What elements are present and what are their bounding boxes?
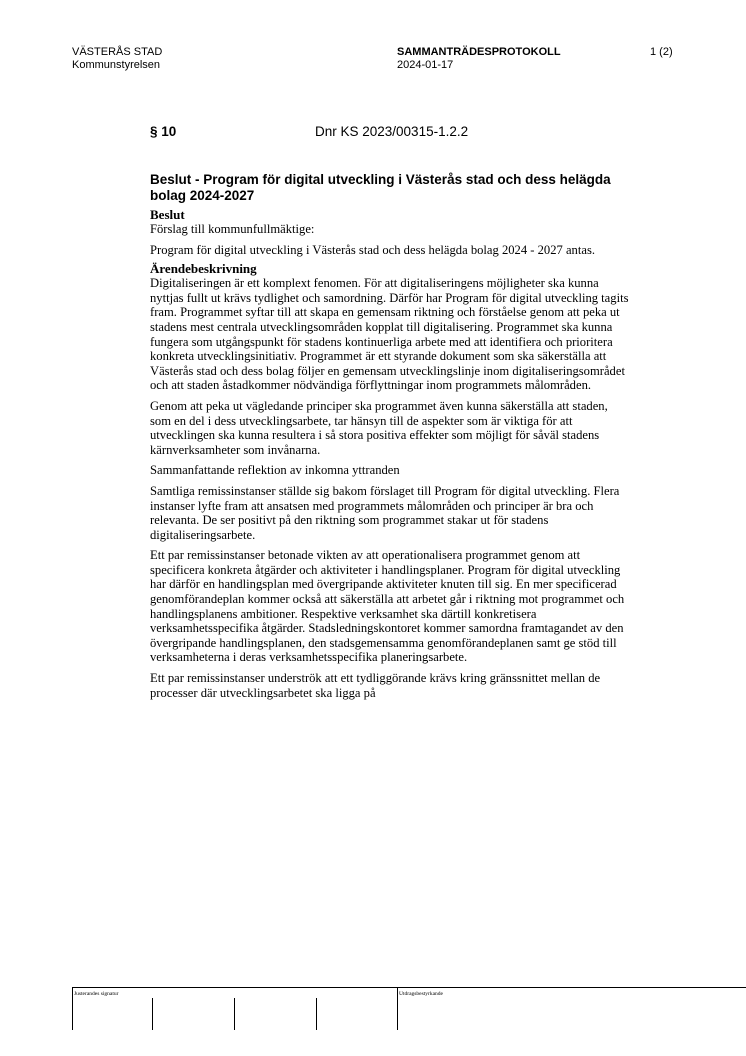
dept-name: Kommunstyrelsen — [72, 59, 161, 71]
signature-divider — [152, 998, 153, 1030]
reflection-subheading: Sammanfattande reflektion av inkomna yttranden — [150, 463, 400, 478]
signature-label: Justerandes signatur — [74, 991, 119, 997]
header-protocol — [397, 46, 561, 72]
signature-divider — [72, 988, 73, 1030]
header-organization — [72, 46, 162, 72]
paragraph-2: Genom att peka ut vägledande principer ska programmet även kunna säkerställa att staden, som en del i dess utvecklingsarbete, tar hänsyn till de aspekter som är viktiga för att utvecklingen ska kunna resultera i så stora positiva effekter som möjligt för såväl stadens kärnverksamheter som invånarna. — [150, 398, 608, 457]
beslut-intro: Förslag till kommunfullmäktige: — [150, 222, 315, 236]
protocol-title: SAMMANTRÄDESPROTOKOLL — [397, 46, 561, 58]
org-name: VÄSTERÅS STAD — [72, 46, 163, 58]
extract-label: Utdragsbestyrkande — [399, 991, 443, 997]
paragraph-4: Ett par remissinstanser betonade vikten av att operationalisera programmet genom att specificera konkreta åtgärder och aktiviteter i handlingsplaner. Program för digital utveckling har därför en handlingsplan med övergripande aktiviteter knuten till sig. En mer specificerad genomförandeplan kommer också att säkerställa att arbetet går i riktning mot programmet och handlingsplanens ambitioner. Respektive verksamhet ska därtill konkretisera verksamhetsspecifika åtgärder. Stadsledningskontoret kommer samordna framtagandet av den övergripande handlingsplanen, den stadsgemensamma genomförandeplanen samt ge stöd till verksamheterna i deras verksamhetsspecifika planeringsarbete. — [150, 548, 625, 665]
paragraph-1: Digitaliseringen är ett komplext fenomen. För att digitaliseringens möjligheter ska kunna nyttjas fullt ut krävs tydlighet och samordning. Därför har Program för digital utveckling tagits fram. Programmet syftar till att skapa en gemensam riktning och förståelse genom att peka ut stadens mest centrala utvecklingsområden kopplat till digitalisering. Programmet ska kunna fungera som utgångspunkt för stadens kontinuerliga arbete med att identifiera och prioritera konkreta utvecklingsinitiativ. Programmet är ett styrande dokument som ska säkerställa att Västerås stad och dess bolag följer en gemensam utvecklingslinje inom digitaliseringsområdet och att staden åstadkommer nödvändiga förflyttningar inom programmets målområden. — [150, 276, 629, 393]
document-body — [150, 172, 630, 706]
beslut-heading: Beslut — [150, 207, 185, 222]
paragraph-5: Ett par remissinstanser underströk att ett tydliggörande krävs kring gränssnittet mellan de processer där utvecklingsarbetet ska ligga på — [150, 671, 601, 700]
diary-number: Dnr KS 2023/00315-1.2.2 — [315, 124, 469, 139]
extract-divider — [397, 988, 398, 1030]
page-number: 1 (2) — [650, 46, 673, 58]
paragraph-number: § 10 — [150, 124, 177, 139]
signature-divider — [234, 998, 235, 1030]
arendebeskrivning-heading: Ärendebeskrivning — [150, 261, 257, 277]
beslut-text: Program för digital utveckling i Västerås stad och dess helägda bolag 2024 - 2027 antas. — [150, 242, 595, 257]
signature-divider — [316, 998, 317, 1030]
decision-title: Beslut - Program för digital utveckling i Västerås stad och dess helägda bolag 2024-2027 — [150, 172, 611, 203]
signature-box — [72, 987, 746, 1030]
paragraph-3: Samtliga remissinstanser ställde sig bakom förslaget till Program för digital utveckling. Flera instanser lyfte fram att ansatsen med programmets målområden och principer är bra och relevanta. De ser positivt på den riktning som programmet stakar ut för stadens digitaliseringsarbete. — [150, 483, 620, 542]
meeting-date: 2024-01-17 — [397, 59, 454, 71]
